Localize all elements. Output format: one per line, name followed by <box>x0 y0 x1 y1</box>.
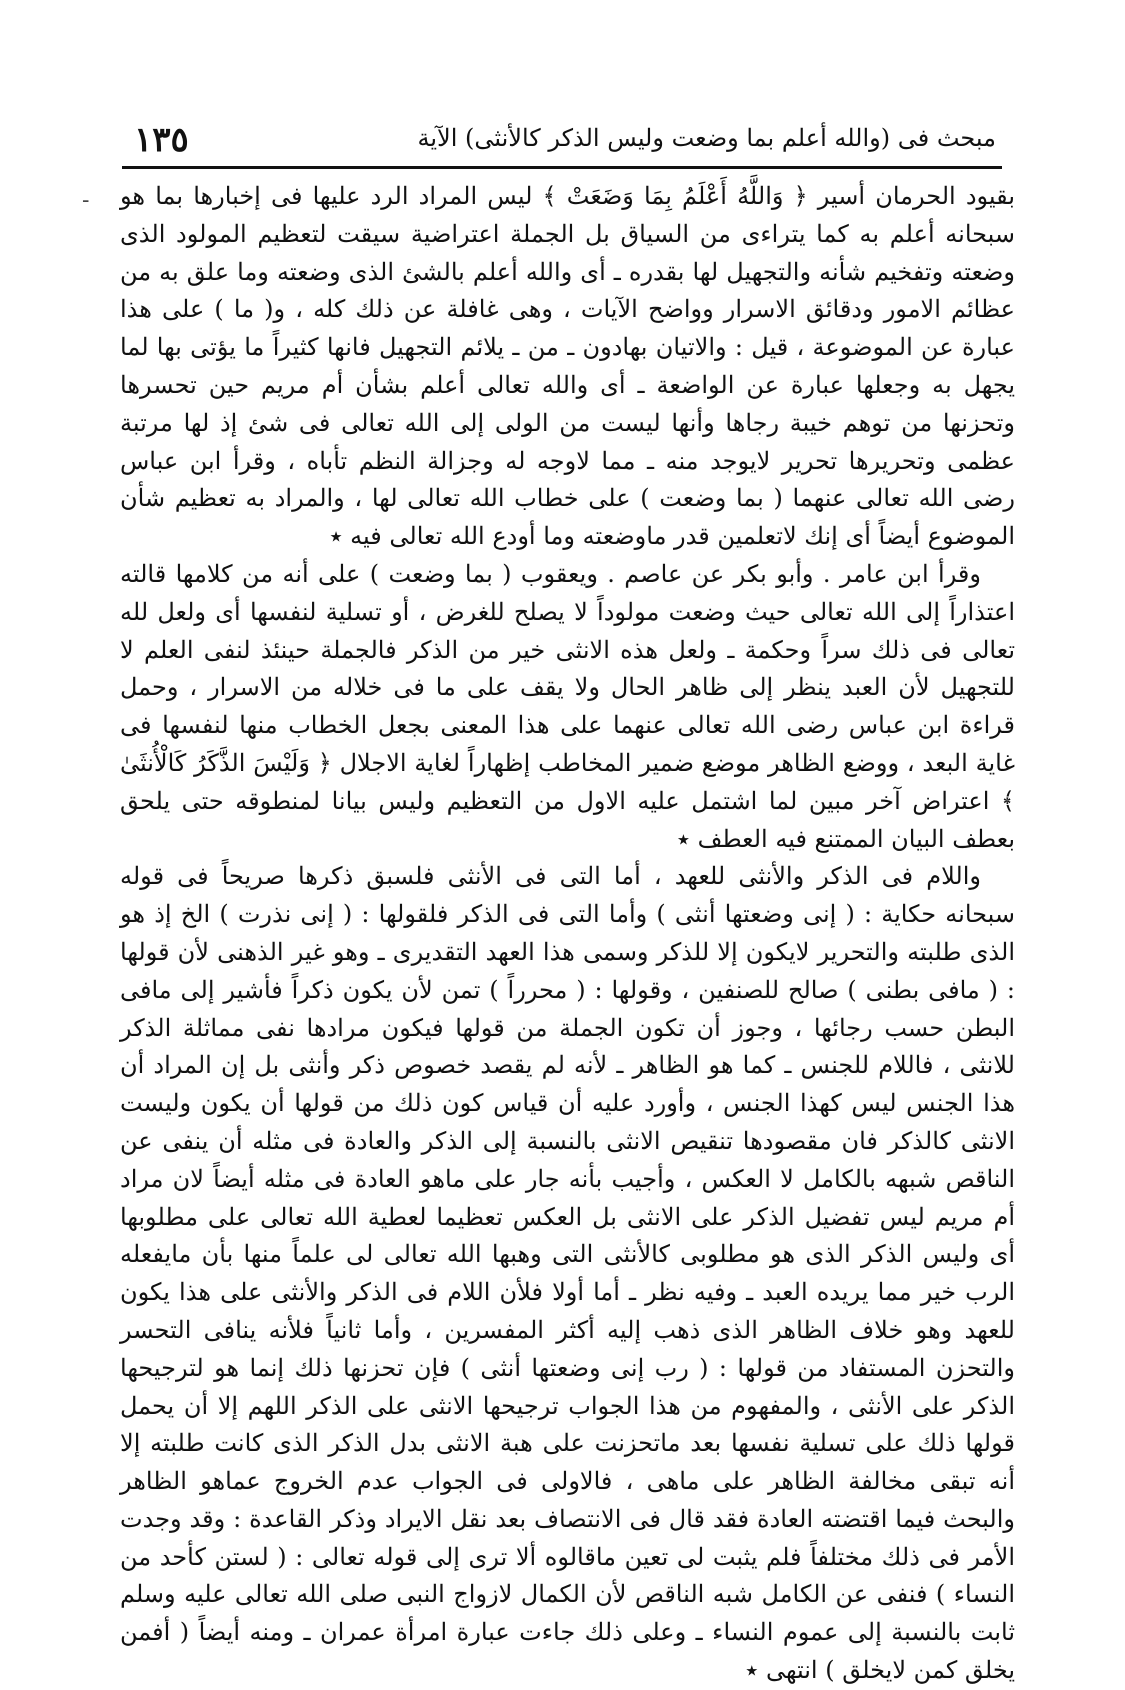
paragraph-2: وقرأ ابن عامر . وأبو بكر عن عاصم . ويعقوب ( بما وضعت ) على أنه من كلامها قالته اعتذاراً إلى الله تعالى حيث وضعت مولوداً لا يصلح للغرض ، أو تسلية لنفسها أى ولعل لله تعالى فى ذلك سراً وحكمة ـ ولعل هذه الانثى خير من الذكر فالجملة حينئذ لنفى العلم لا للتجهيل لأن العبد ينظر إلى ظاهر الحال ولا يقف على ما فى خلاله من الاسرار ، وحمل قراءة ابن عباس رضى الله تعالى عنهما على هذا المعنى بجعل الخطاب منها لنفسها فى غاية البعد ، ووضع الظاهر موضع ضمير المخاطب إظهاراً لغاية الاجلال ﴿ وَلَيْسَ الذَّكَرُ كَالْأُنثَىٰ ﴾ اعتراض آخر مبين لما اشتمل عليه الاول من التعظيم وليس بيانا لمنطوقه حتى يلحق بعطف البيان الممتنع فيه العطف ٭ <box>120 559 1016 853</box>
running-head: مبحث فى (والله أعلم بما وضعت وليس الذكر كالأنثى) الآية <box>417 124 996 152</box>
page-number: ١٣٥ <box>134 120 189 160</box>
page-header <box>122 118 1002 162</box>
paragraph-1: بقيود الحرمان أسير ﴿ وَاللَّهُ أَعْلَمُ بِمَا وَضَعَتْ ﴾ ليس المراد الرد عليها فى إخبارها بما هو سبحانه أعلم به كما يتراءى من السياق بل الجملة اعتراضية سيقت لتعظيم المولود الذى وضعته وتفخيم شأنه والتجهيل لها بقدره ـ أى والله أعلم بالشئ الذى وضعته وما علق به من عظائم الامور ودقائق الاسرار وواضح الآيات ، وهى غافلة عن ذلك كله ، و( ما ) على هذا عبارة عن الموضوعة ، قيل : والاتيان بهادون ـ من ـ يلائم التجهيل فانها كثيراً ما يؤتى بها لما يجهل به وجعلها عبارة عن الواضعة ـ أى والله تعالى أعلم بشأن أم مريم حين تحسرها وتحزنها من توهم خيبة رجاها وأنها ليست من الولى إلى الله تعالى فى شئ إذ لها مرتبة عظمى وتحريرها تحرير لايوجد منه ـ مما لاوجه له وجزالة النظم تأباه ، وقرأ ابن عباس رضى الله تعالى عنهما ( بما وضعت ) على خطاب الله تعالى لها ، والمراد به تعظيم شأن الموضوع أيضاً أى إنك لاتعلمين قدر ماوضعته وما أودع الله تعالى فيه ٭ <box>120 182 1015 551</box>
header-rule <box>122 166 1002 169</box>
paragraph-3: واللام فى الذكر والأنثى للعهد ، أما التى فى الأنثى فلسبق ذكرها صريحاً فى قوله سبحانه حكاية : ( إنى وضعتها أنثى ) وأما التى فى الذكر فلقولها : ( إنى نذرت ) الخ إذ هو الذى طلبته والتحرير لايكون إلا للذكر وسمى هذا العهد التقديرى ـ وهو غير الذهنى لأن قولها : ( مافى بطنى ) صالح للصنفين ، وقولها : ( محرراً ) تمن لأن يكون ذكراً فأشير إلى مافى البطن حسب رجائها ، وجوز أن تكون الجملة من قولها فيكون مرادها نفى مماثلة الذكر للانثى ، فاللام للجنس ـ كما هو الظاهر ـ لأنه لم يقصد خصوص ذكر وأنثى بل إن المراد أن هذا الجنس ليس كهذا الجنس ، وأورد عليه أن قياس كون ذلك من قولها أن يكون وليست الانثى كالذكر فان مقصودها تنقيص الانثى بالنسبة إلى الذكر والعادة فى مثله أن ينفى عن الناقص شبهه بالكامل لا العكس ، وأجيب بأنه جار على ماهو العادة فى مثله أيضاً لان مراد أم مريم ليس تفضيل الذكر على الانثى بل العكس تعظيما لعطية الله تعالى على مطلوبها أى وليس الذكر الذى هو مطلوبى كالأنثى التى وهبها الله تعالى لى علماً منها بأن مايفعله الرب خير مما يريده العبد ـ وفيه نظر ـ أما أولا فلأن اللام فى الذكر والأنثى على هذا يكون للعهد وهو خلاف الظاهر الذى ذهب إليه أكثر المفسرين ، وأما ثانياً فلأنه ينافى التحسر والتحزن المستفاد من قولها : ( رب إنى وضعتها أنثى ) فإن تحزنها ذلك إنما هو لترجيحها الذكر على الأنثى ، والمفهوم من هذا الجواب ترجيحها الانثى على الذكر اللهم إلا أن يحمل قولها ذلك على تسلية نفسها بعد ماتحزنت على هبة الانثى بدل الذكر الذى كانت طلبته إلا أنه تبقى مخالفة الظاهر على ماهى ، فالاولى فى الجواب عدم الخروج عماهو الظاهر والبحث فيما اقتضته العادة فقد قال فى الانتصاف بعد نقل الايراد وذكر القاعدة : وقد وجدت الأمر فى ذلك مختلفاً فلم يثبت لى تعين ماقالوه ألا ترى إلى قوله تعالى : ( لستن كأحد من النساء ) فنفى عن الكامل شبه الناقص لأن الكمال لازواج النبى صلى الله تعالى عليه وسلم ثابت بالنسبة إلى عموم النساء ـ وعلى ذلك جاءت عبارة امرأة عمران ـ ومنه أيضاً ( أفمن يخلق كمن لايخلق ) انتهى ٭ <box>120 862 1016 1685</box>
margin-mark: - <box>82 188 90 213</box>
body-text <box>120 178 1015 1690</box>
